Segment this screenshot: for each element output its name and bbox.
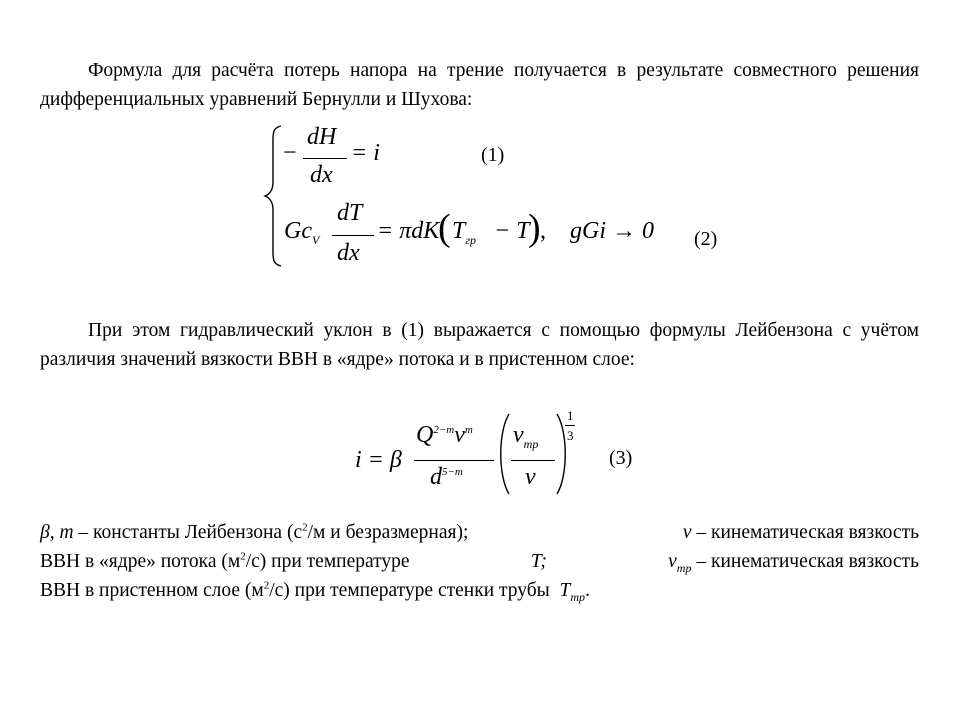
eq1-fraction-bar (303, 158, 347, 159)
eq1-denominator: dx (310, 162, 333, 188)
intro-paragraph: Формула для расчёта потерь напора на трение получается в результате совместного решения дифференциальных уравнений Бернулли и Шухова: (40, 60, 919, 110)
eq2-comma: , (540, 218, 546, 244)
eq2-t-gr: $T_{гр}$ (452, 218, 477, 247)
left-brace (262, 124, 284, 268)
eq1-minus: − (283, 140, 297, 166)
eq2-minus-t: − T (494, 218, 530, 244)
eq3-number: (3) (609, 447, 633, 469)
eq2-rhs: = πdK (377, 218, 440, 244)
eq2-paren-right: ) (528, 207, 541, 249)
eq3-big-paren-left (496, 412, 512, 496)
definitions-line-2: ВВН в «ядре» потока $(м^2/с)$ при температуре T; $\nu_{тр}$ – кинематическая вязкость (40, 550, 919, 575)
eq3-exp-den: 3 (567, 428, 574, 443)
eq2-fraction-bar (332, 235, 374, 236)
eq2-limit: gGi → 0 (570, 218, 654, 244)
paragraph-2: При этом гидравлический уклон в (1) выражается с помощью формулы Лейбензона с учётом различия значений вязкости ВВН в «ядре» потока и в пристенном слое: (40, 320, 919, 370)
eq3-fraction-bar (414, 460, 494, 461)
eq3-numerator: $Q^{2-m}\nu^m$ (416, 422, 473, 448)
eq3-exp-bar (565, 425, 575, 426)
eq2-denominator: dx (337, 240, 360, 266)
eq3-lhs: i = β (355, 447, 402, 473)
eq3-inner-denominator: ν (525, 464, 536, 490)
definitions-line-1: β, m – константы Лейбензона ($с^2/м$ и безразмерная); ν – кинематическая вязкость (40, 521, 919, 543)
definitions-paragraph (40, 518, 919, 605)
eq2-numerator: dT (337, 200, 363, 226)
eq3-exp-num: 1 (567, 408, 574, 423)
eq2-paren-left: ( (438, 207, 451, 249)
definitions-line-3: ВВН в пристенном слое $(м^2/с)$ при температуре стенки трубы $T_{тр}$. (40, 579, 590, 604)
eq1-number: (1) (481, 144, 505, 166)
eq3-denominator: $d^{5-m}$ (430, 464, 463, 490)
eq1-numerator: dH (307, 124, 337, 150)
eq3-inner-fraction-bar (511, 460, 555, 461)
eq2-number: (2) (694, 228, 718, 250)
eq2-lhs: $Gc_V$ (284, 218, 320, 247)
eq1-rhs: = i (351, 140, 380, 166)
eq3-inner-numerator: $\nu_{тр}$ (513, 422, 539, 451)
